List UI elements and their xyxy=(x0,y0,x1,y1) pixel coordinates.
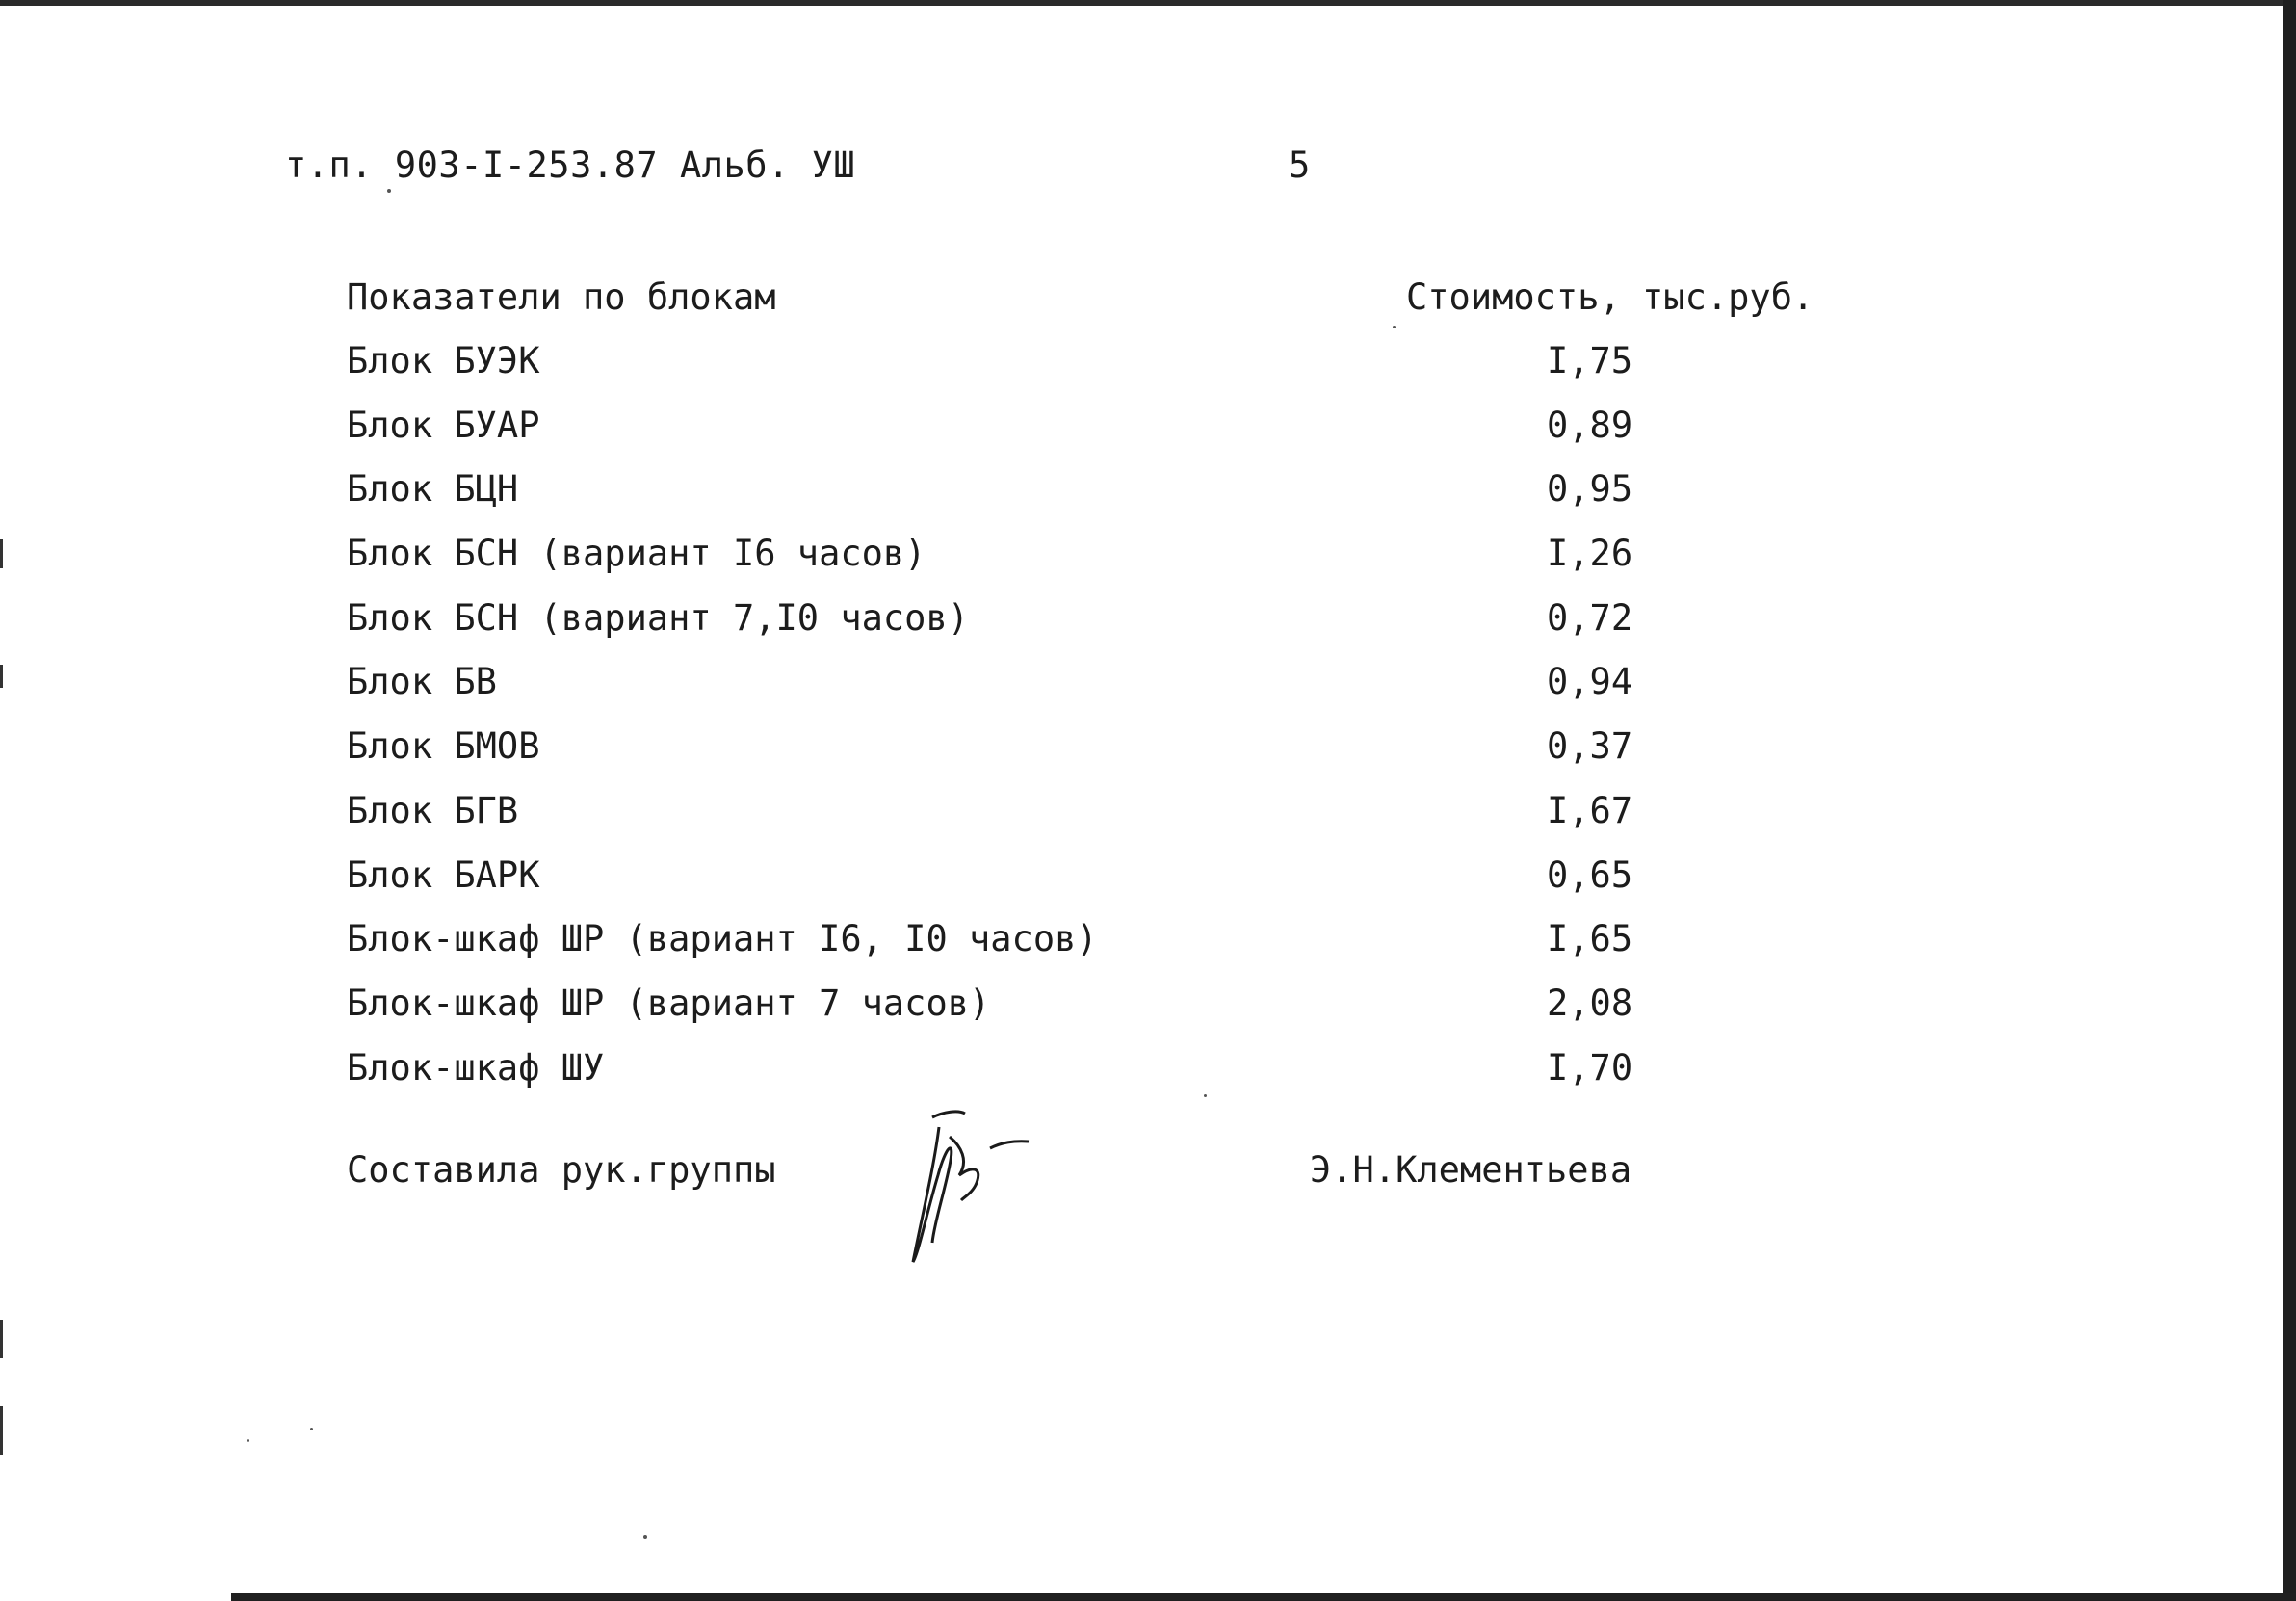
row-indicator-name: Блок-шкаф ШР (вариант 7 часов) xyxy=(347,982,991,1024)
row-cost-value: I,26 xyxy=(1547,533,1633,575)
table-row xyxy=(347,790,1695,854)
table-row xyxy=(347,340,1695,405)
scan-edge-bottom xyxy=(231,1593,2296,1601)
scan-speck xyxy=(387,189,391,193)
row-indicator-name: Блок-шкаф ШУ xyxy=(347,1046,605,1089)
compiler-role: Составила рук.группы xyxy=(347,1149,776,1191)
document-code: т.п. 903-I-253.87 Альб. УШ xyxy=(285,144,856,186)
row-indicator-name: Блок БЦН xyxy=(347,468,519,511)
row-indicator-name: Блок БАРК xyxy=(347,853,540,896)
scan-speck xyxy=(643,1535,647,1539)
row-indicator-name: Блок БУАР xyxy=(347,404,540,446)
scan-edge-mark xyxy=(0,539,3,568)
table-row xyxy=(347,854,1695,919)
scan-speck xyxy=(247,1439,249,1442)
row-cost-value: 0,94 xyxy=(1547,661,1633,703)
scan-edge-mark xyxy=(0,665,3,688)
cost-table xyxy=(347,340,1695,1111)
compiler-name: Э.Н.Клементьева xyxy=(1310,1149,1632,1191)
row-cost-value: I,65 xyxy=(1547,918,1633,960)
row-indicator-name: Блок БСН (вариант 7,I0 часов) xyxy=(347,596,970,639)
row-cost-value: 2,08 xyxy=(1547,982,1633,1024)
table-row xyxy=(347,983,1695,1047)
scan-edge-top xyxy=(0,0,2296,6)
scan-speck xyxy=(1204,1094,1207,1097)
row-indicator-name: Блок БГВ xyxy=(347,789,519,831)
scan-speck xyxy=(1393,326,1396,328)
row-cost-value: I,70 xyxy=(1547,1046,1633,1089)
table-row xyxy=(347,1047,1695,1112)
row-indicator-name: Блок БВ xyxy=(347,661,497,703)
table-row xyxy=(347,725,1695,790)
column-header-cost: Стоимость, тыс.руб. xyxy=(1406,276,1814,318)
table-row xyxy=(347,468,1695,533)
handwritten-signature xyxy=(905,1108,1079,1272)
table-row xyxy=(347,533,1695,597)
row-cost-value: 0,72 xyxy=(1547,596,1633,639)
page-number: 5 xyxy=(1289,144,1311,186)
table-row xyxy=(347,661,1695,725)
scan-edge-mark xyxy=(0,1406,3,1455)
table-row xyxy=(347,405,1695,469)
table-row xyxy=(347,918,1695,983)
row-cost-value: 0,89 xyxy=(1547,404,1633,446)
row-indicator-name: Блок-шкаф ШР (вариант I6, I0 часов) xyxy=(347,918,1098,960)
scan-edge-mark xyxy=(0,1320,3,1358)
column-header-indicators: Показатели по блокам xyxy=(347,276,776,318)
row-indicator-name: Блок БУЭК xyxy=(347,340,540,381)
row-indicator-name: Блок БМОВ xyxy=(347,725,540,768)
row-cost-value: I,67 xyxy=(1547,789,1633,831)
row-cost-value: I,75 xyxy=(1547,340,1633,381)
table-row xyxy=(347,597,1695,662)
scan-edge-right xyxy=(2283,0,2296,1601)
row-indicator-name: Блок БСН (вариант I6 часов) xyxy=(347,533,926,575)
row-cost-value: 0,95 xyxy=(1547,468,1633,511)
scan-speck xyxy=(310,1428,313,1430)
row-cost-value: 0,37 xyxy=(1547,725,1633,768)
row-cost-value: 0,65 xyxy=(1547,853,1633,896)
